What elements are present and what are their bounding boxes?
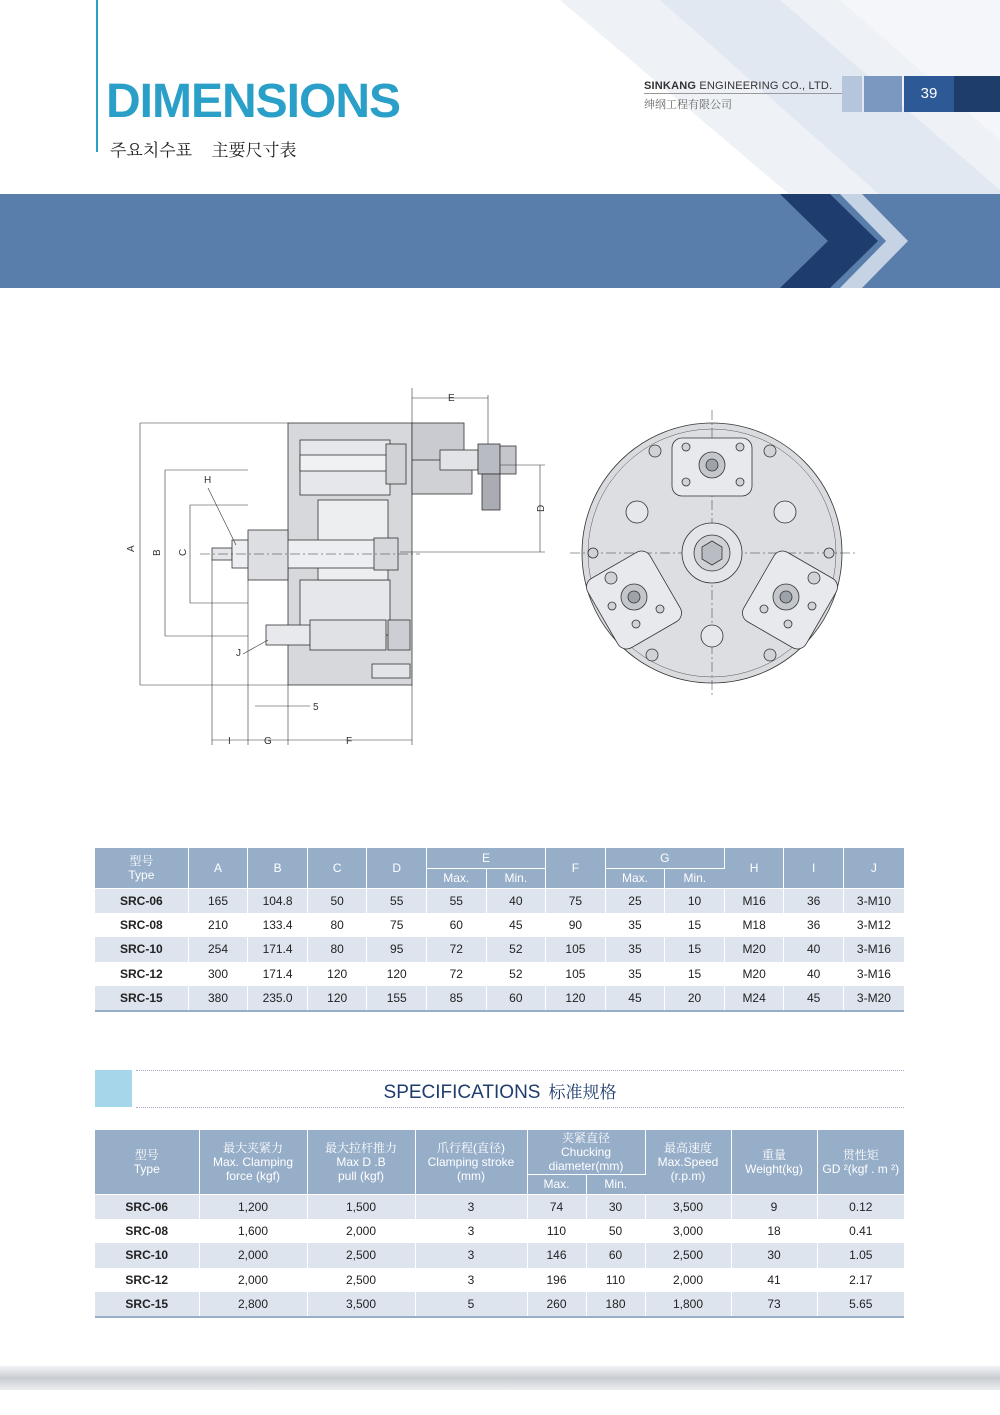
table-cell: 40 (784, 937, 843, 962)
th-chuck-min: Min. (586, 1174, 645, 1194)
table-cell: 15 (665, 913, 725, 938)
spec-heading-cn: 标准规格 (548, 1083, 617, 1103)
table-cell: 2,000 (199, 1243, 307, 1268)
table-cell: 1,200 (199, 1194, 307, 1219)
table-cell: 2,500 (307, 1268, 415, 1293)
table-cell: M16 (724, 888, 784, 913)
table-cell: 1.05 (817, 1243, 904, 1268)
label-j: J (236, 648, 241, 659)
row-type-cell: SRC-12 (95, 962, 188, 987)
table-cell: 235.0 (248, 986, 308, 1011)
table-cell: 2,000 (307, 1219, 415, 1244)
table-cell: M18 (724, 913, 784, 938)
table-cell: 15 (665, 962, 725, 987)
table-cell: 110 (527, 1219, 586, 1244)
table-cell: 55 (426, 888, 486, 913)
specifications-table (95, 1130, 904, 1318)
table-cell: 50 (307, 888, 367, 913)
table-cell: 50 (586, 1219, 645, 1244)
table-cell: 2,500 (645, 1243, 731, 1268)
table-cell: 55 (367, 888, 427, 913)
dimensions-table-body (95, 888, 904, 1011)
company-name-en (644, 80, 832, 92)
table-cell: 72 (426, 937, 486, 962)
th-stroke-en2: (mm) (457, 1168, 485, 1183)
th-pull-cn: 最大拉杆推力 (324, 1140, 397, 1155)
table-cell: 120 (307, 986, 367, 1011)
table-cell: 52 (486, 962, 546, 987)
table-cell: 30 (586, 1194, 645, 1219)
table-cell: 3-M10 (843, 888, 904, 913)
table-cell: M20 (724, 937, 784, 962)
table-cell: 155 (367, 986, 427, 1011)
table-cell: 105 (546, 962, 606, 987)
th-g: G (605, 848, 724, 868)
table-row (95, 1268, 904, 1293)
table-cell: M20 (724, 962, 784, 987)
table-cell: 1,800 (645, 1292, 731, 1317)
th-e: E (426, 848, 545, 868)
th-clamp-cn: 最大夹紧力 (222, 1140, 283, 1155)
th-b: B (248, 848, 308, 888)
table-cell: 380 (188, 986, 248, 1011)
spec-heading-en: SPECIFICATIONS (383, 1082, 541, 1103)
table-cell: 90 (546, 913, 606, 938)
th-a: A (188, 848, 248, 888)
th-e-min: Min. (486, 868, 546, 888)
table-cell: 72 (426, 962, 486, 987)
table-cell: 40 (784, 962, 843, 987)
deco-square-end (954, 76, 1000, 112)
row-type-cell: SRC-06 (95, 888, 188, 913)
th-speed-en2: (r.p.m) (670, 1168, 706, 1183)
th-stroke-en1: Clamping stroke (427, 1154, 515, 1169)
th-pull-en2: pull (kgf) (337, 1168, 384, 1183)
th-speed (645, 1130, 731, 1194)
th-weight (731, 1130, 817, 1194)
spec-heading (0, 1078, 1000, 1104)
table-cell: 2,000 (645, 1268, 731, 1293)
table-cell: 0.41 (817, 1219, 904, 1244)
th-spec-type (95, 1130, 199, 1194)
front-view (570, 410, 855, 696)
th-e-max: Max. (426, 868, 486, 888)
table-cell: 3-M12 (843, 913, 904, 938)
th-chuck-max: Max. (527, 1174, 586, 1194)
table-cell: 25 (605, 888, 665, 913)
th-pull-en1: Max D .B (336, 1154, 386, 1169)
table-cell: 10 (665, 888, 725, 913)
th-speed-cn: 最高速度 (663, 1140, 712, 1155)
label-five: 5 (313, 702, 319, 713)
th-stroke (415, 1130, 527, 1194)
th-speed-en1: Max.Speed (657, 1154, 719, 1169)
title-accent-line (96, 0, 98, 152)
spec-divider-top (136, 1070, 904, 1071)
th-c: C (307, 848, 367, 888)
th-g-max: Max. (605, 868, 665, 888)
table-cell: 260 (527, 1292, 586, 1317)
table-cell: 35 (605, 962, 665, 987)
table-cell: 35 (605, 913, 665, 938)
th-chuck-cn: 夹紧直径 (561, 1130, 610, 1145)
th-type-en: Type (128, 867, 155, 882)
table-cell: 60 (426, 913, 486, 938)
table-cell: 3 (415, 1194, 527, 1219)
deco-square-mid (864, 76, 902, 112)
label-h: H (204, 475, 212, 486)
technical-drawing (0, 300, 1000, 820)
table-cell: 110 (586, 1268, 645, 1293)
th-type-cn: 型号 (129, 853, 154, 868)
th-j: J (843, 848, 904, 888)
th-pull (307, 1130, 415, 1194)
table-cell: 3 (415, 1268, 527, 1293)
th-clamp-en2: force (kgf) (225, 1168, 280, 1183)
table-cell: 0.12 (817, 1194, 904, 1219)
th-stroke-cn: 爪行程(直径) (437, 1140, 505, 1155)
table-cell: 120 (546, 986, 606, 1011)
row-type-cell: SRC-12 (95, 1268, 199, 1293)
label-f: F (346, 736, 353, 747)
spec-divider-bottom (136, 1107, 904, 1108)
table-cell: 3,000 (645, 1219, 731, 1244)
label-d: D (536, 504, 547, 512)
th-f: F (546, 848, 606, 888)
table-cell: 74 (527, 1194, 586, 1219)
table-cell: 18 (731, 1219, 817, 1244)
table-cell: 180 (586, 1292, 645, 1317)
side-view (140, 388, 545, 745)
label-c: C (178, 548, 189, 556)
table-row (95, 888, 904, 913)
row-type-cell: SRC-10 (95, 1243, 199, 1268)
deco-square-light (842, 76, 862, 112)
th-chuck-en1: Chucking (560, 1144, 612, 1159)
row-type-cell: SRC-10 (95, 937, 188, 962)
table-cell: 165 (188, 888, 248, 913)
table-cell: 85 (426, 986, 486, 1011)
row-type-cell: SRC-08 (95, 913, 188, 938)
table-cell: 3-M16 (843, 937, 904, 962)
table-cell: 146 (527, 1243, 586, 1268)
table-cell: 80 (307, 913, 367, 938)
table-cell: 196 (527, 1268, 586, 1293)
th-spec-type-en: Type (133, 1161, 160, 1176)
specifications-table-body (95, 1194, 904, 1317)
table-cell: 3-M20 (843, 986, 904, 1011)
table-cell: 35 (605, 937, 665, 962)
subtitle-chinese: 主要尺寸表 (211, 141, 297, 161)
row-type-cell: SRC-06 (95, 1194, 199, 1219)
table-cell: 210 (188, 913, 248, 938)
table-cell: 52 (486, 937, 546, 962)
page-number: 39 (920, 85, 938, 102)
table-cell: 171.4 (248, 937, 308, 962)
table-cell: M24 (724, 986, 784, 1011)
row-type-cell: SRC-15 (95, 1292, 199, 1317)
company-name-cn: 绅纲工程有限公司 (644, 98, 732, 111)
table-cell: 254 (188, 937, 248, 962)
th-gd-en: GD ²(kgf . m ²) (822, 1161, 900, 1176)
table-cell: 60 (486, 986, 546, 1011)
table-cell: 5.65 (817, 1292, 904, 1317)
table-cell: 45 (605, 986, 665, 1011)
th-chuck-en2: diameter(mm) (548, 1158, 624, 1173)
subtitle-korean: 주요치수표 (110, 141, 193, 161)
table-cell: 60 (586, 1243, 645, 1268)
table-cell: 3,500 (645, 1194, 731, 1219)
table-cell: 2,800 (199, 1292, 307, 1317)
th-spec-type-cn: 型号 (134, 1147, 159, 1162)
table-cell: 133.4 (248, 913, 308, 938)
table-cell: 40 (486, 888, 546, 913)
th-weight-en: Weight(kg) (745, 1161, 803, 1176)
label-i: I (228, 736, 231, 747)
row-type-cell: SRC-08 (95, 1219, 199, 1244)
table-cell: 75 (546, 888, 606, 913)
table-cell: 5 (415, 1292, 527, 1317)
table-row (95, 913, 904, 938)
table-cell: 30 (731, 1243, 817, 1268)
table-cell: 104.8 (248, 888, 308, 913)
th-chuck (527, 1130, 645, 1174)
table-row (95, 1219, 904, 1244)
table-cell: 3 (415, 1243, 527, 1268)
th-gd-cn: 贯性矩 (842, 1147, 879, 1162)
table-row (95, 1194, 904, 1219)
table-cell: 20 (665, 986, 725, 1011)
table-cell: 171.4 (248, 962, 308, 987)
page-subtitle (110, 136, 311, 161)
table-cell: 120 (307, 962, 367, 987)
table-cell: 1,600 (199, 1219, 307, 1244)
table-cell: 2.17 (817, 1268, 904, 1293)
table-cell: 3 (415, 1219, 527, 1244)
table-cell: 2,500 (307, 1243, 415, 1268)
table-row (95, 986, 904, 1011)
th-clamp (199, 1130, 307, 1194)
table-row (95, 1292, 904, 1317)
table-cell: 1,500 (307, 1194, 415, 1219)
table-cell: 36 (784, 913, 843, 938)
table-cell: 3,500 (307, 1292, 415, 1317)
table-cell: 95 (367, 937, 427, 962)
label-e: E (448, 393, 455, 404)
page-title: DIMENSIONS (106, 75, 401, 128)
table-cell: 105 (546, 937, 606, 962)
table-cell: 45 (486, 913, 546, 938)
table-cell: 45 (784, 986, 843, 1011)
table-cell: 36 (784, 888, 843, 913)
table-cell: 75 (367, 913, 427, 938)
table-cell: 300 (188, 962, 248, 987)
table-cell: 80 (307, 937, 367, 962)
th-d: D (367, 848, 427, 888)
th-g-min: Min. (665, 868, 725, 888)
header-band (0, 194, 1000, 288)
label-b: B (152, 549, 163, 556)
th-i: I (784, 848, 843, 888)
table-row (95, 962, 904, 987)
company-suffix: ENGINEERING CO., LTD. (696, 80, 833, 92)
footer-bar (0, 1366, 1000, 1390)
th-weight-cn: 重量 (761, 1147, 786, 1162)
table-cell: 15 (665, 937, 725, 962)
table-cell: 73 (731, 1292, 817, 1317)
table-cell: 41 (731, 1268, 817, 1293)
th-gd (817, 1130, 904, 1194)
table-cell: 3-M16 (843, 962, 904, 987)
company-divider (644, 93, 842, 94)
table-row (95, 1243, 904, 1268)
company-brand: SINKANG (644, 80, 697, 92)
table-cell: 2,000 (199, 1268, 307, 1293)
row-type-cell: SRC-15 (95, 986, 188, 1011)
label-a: A (126, 545, 137, 552)
dimensions-table (95, 848, 904, 1012)
th-h: H (724, 848, 784, 888)
th-type (95, 848, 188, 888)
table-cell: 9 (731, 1194, 817, 1219)
label-g: G (264, 736, 272, 747)
table-cell: 120 (367, 962, 427, 987)
table-row (95, 937, 904, 962)
th-clamp-en1: Max. Clamping (212, 1154, 294, 1169)
